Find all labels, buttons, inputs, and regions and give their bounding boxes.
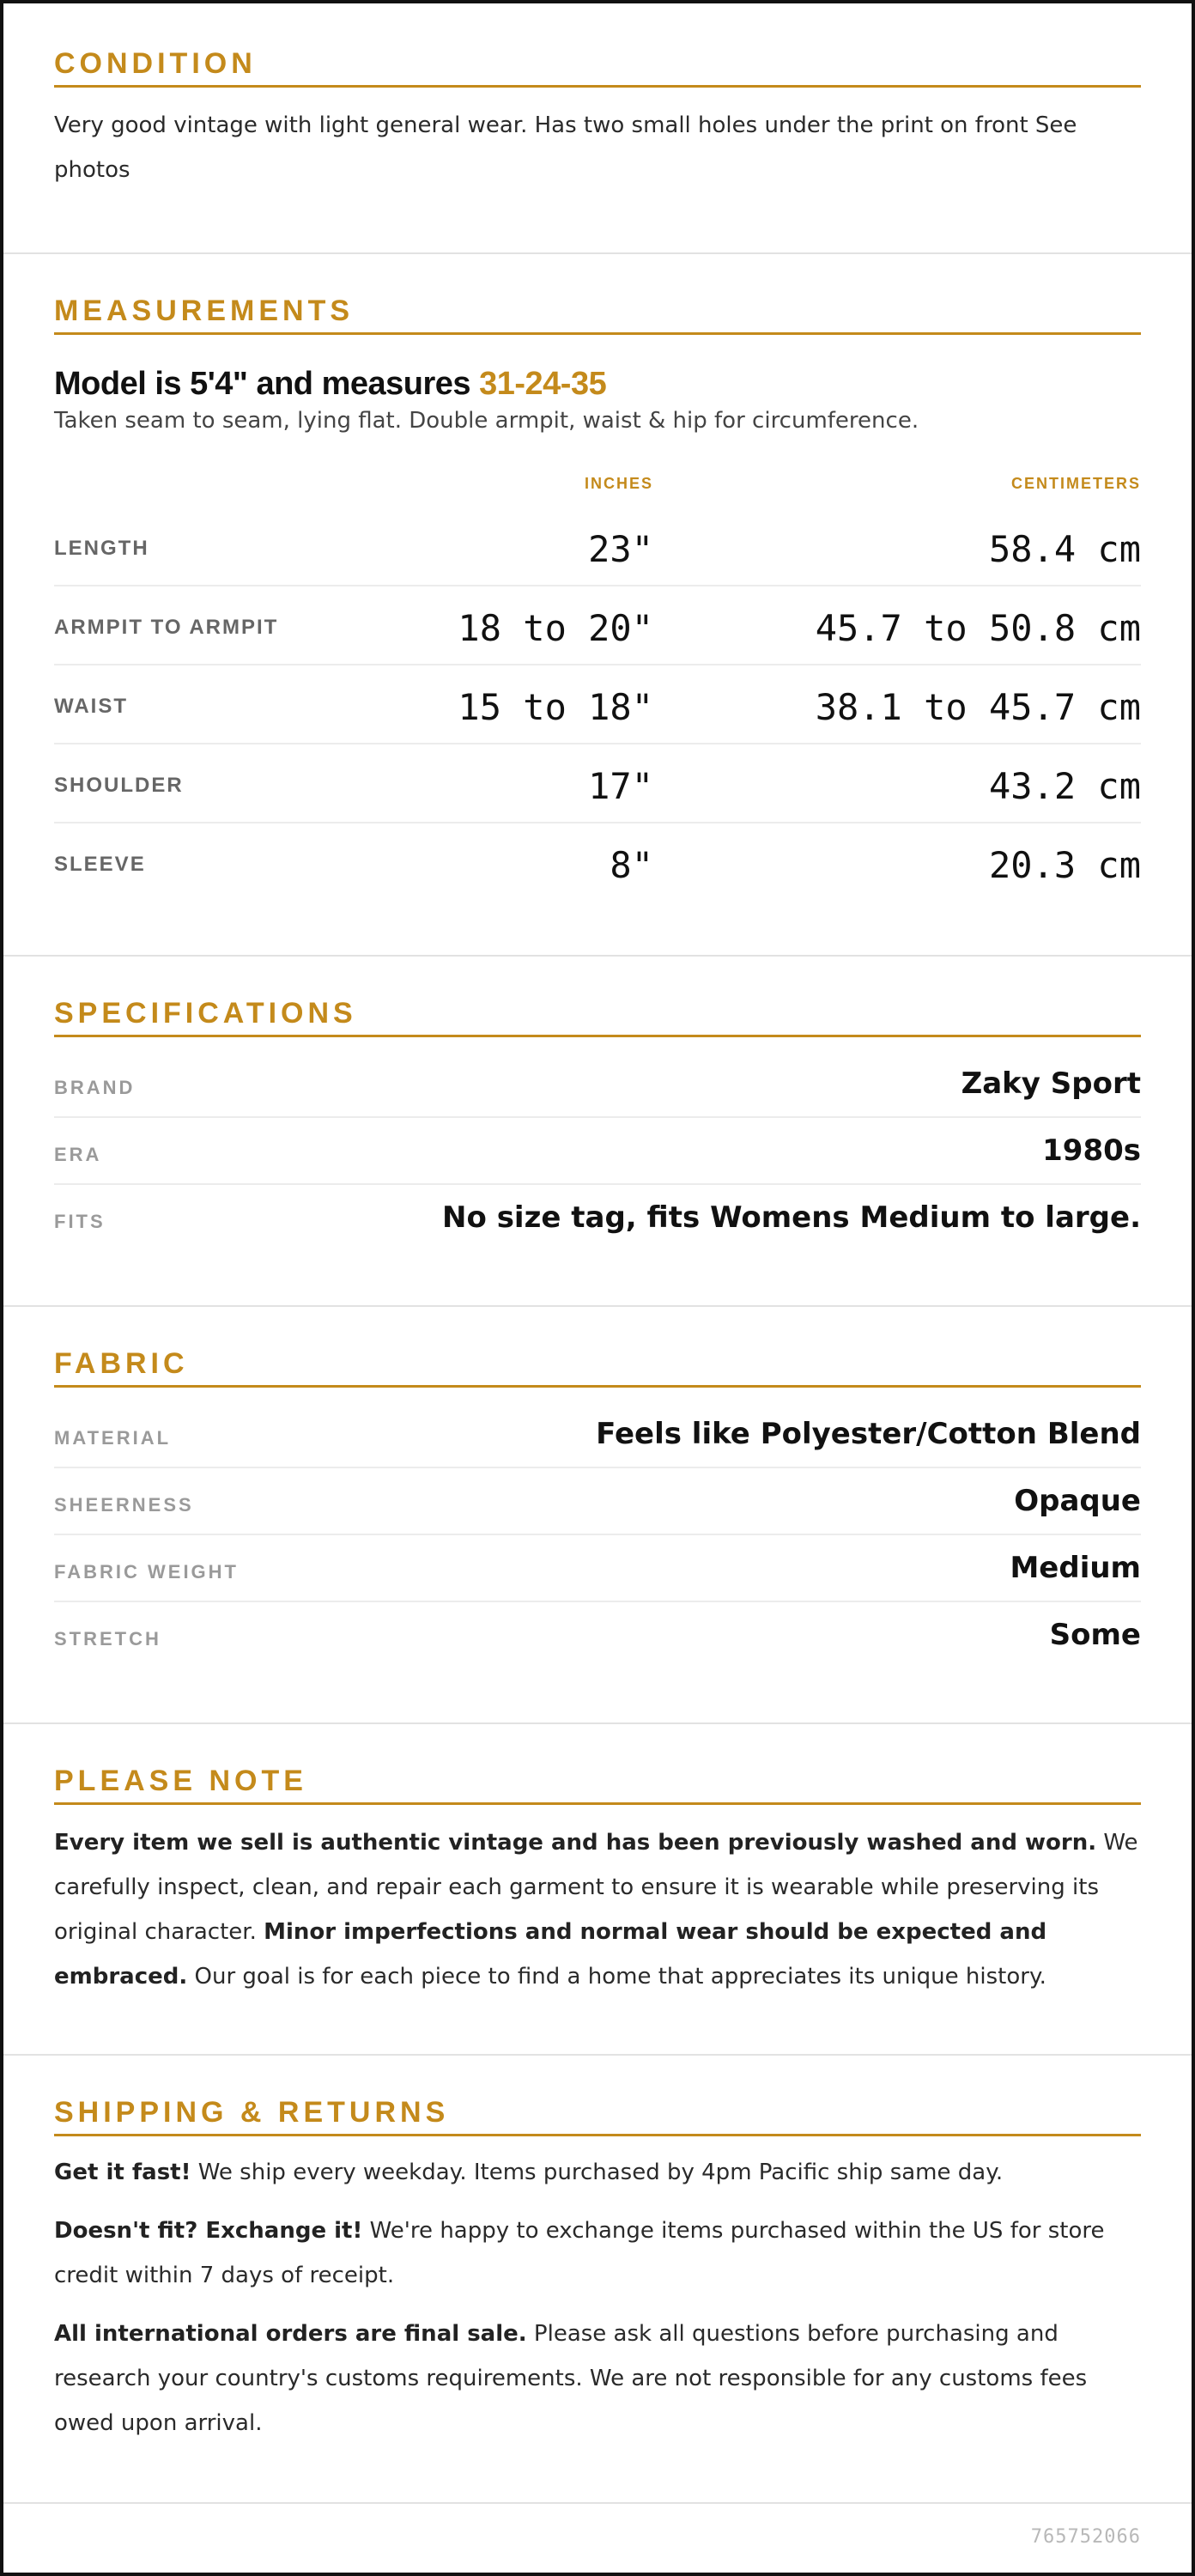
specifications-list: [54, 1051, 1141, 1252]
shipping-paragraph: [54, 2150, 1141, 2195]
measurement-cm: 58.4 cm: [988, 528, 1141, 570]
condition-text: Very good vintage with light general wear. Has two small holes under the print on front See photos: [54, 112, 1077, 183]
condition-section: [3, 3, 1192, 254]
fabric-key: STRETCH: [54, 1628, 161, 1649]
measurement-cm: 38.1 to 45.7 cm: [815, 686, 1141, 728]
measurement-inches: 23": [588, 528, 653, 570]
measurement-cm: 45.7 to 50.8 cm: [815, 607, 1141, 649]
measurements-title: MEASUREMENTS: [54, 294, 1141, 335]
column-inches-header: INCHES: [584, 475, 653, 492]
shipping-text: We ship every weekday. Items purchased by 4pm Pacific ship same day.: [191, 2160, 1004, 2185]
measurement-row: [54, 586, 1141, 665]
note-bold-2: Minor imperfections and normal wear should be expected and embraced.: [54, 1919, 1047, 1990]
measurement-note: Taken seam to seam, lying flat. Double armpit, waist & hip for circumference.: [54, 408, 919, 434]
column-centimeters-header: CENTIMETERS: [1010, 475, 1141, 492]
international-bold: All international orders are final sale.: [54, 2321, 527, 2347]
please-note-text: [54, 1820, 1141, 1999]
fabric-value: Some: [1049, 1618, 1141, 1652]
measurement-cm: 20.3 cm: [988, 844, 1141, 886]
note-bold-1: Every item we sell is authentic vintage and has been previously washed and worn.: [54, 1830, 1097, 1856]
note-text-2: Our goal is for each piece to find a home that appreciates its unique history.: [187, 1964, 1046, 1990]
fabric-key: SHEERNESS: [54, 1494, 194, 1516]
spec-key: ERA: [54, 1144, 102, 1165]
international-text: Please ask all questions before purchasing and research your country's customs requirements. We are not responsible for any customs fees owed upon arrival.: [54, 2321, 1088, 2436]
specifications-section: [3, 957, 1192, 1307]
measurement-inches: 17": [588, 765, 653, 807]
spec-row: [54, 1185, 1141, 1252]
measurements-table-header: [54, 456, 1141, 507]
measurement-inches: 15 to 18": [458, 686, 653, 728]
fabric-title: FABRIC: [54, 1346, 1141, 1388]
measurement-inches: 18 to 20": [458, 607, 653, 649]
spec-value: 1980s: [1042, 1133, 1141, 1168]
measurements-section: [3, 254, 1192, 957]
measurement-row: [54, 665, 1141, 744]
fabric-row: [54, 1401, 1141, 1468]
measurement-inches: 8": [610, 844, 653, 886]
measurement-label: SLEEVE: [54, 853, 146, 876]
fabric-value: Medium: [1010, 1551, 1141, 1585]
fabric-row: [54, 1602, 1141, 1669]
international-paragraph: [54, 2312, 1141, 2445]
please-note-section: [3, 1724, 1192, 2056]
shipping-returns-section: [3, 2056, 1192, 2504]
fabric-key: MATERIAL: [54, 1427, 172, 1449]
shipping-title: SHIPPING & RETURNS: [54, 2095, 1141, 2136]
fabric-value: Feels like Polyester/Cotton Blend: [596, 1417, 1141, 1451]
model-prefix: Model is 5'4" and measures: [54, 366, 480, 402]
measurements-table: [54, 507, 1141, 902]
measurement-row: [54, 507, 1141, 586]
measurement-label: LENGTH: [54, 537, 149, 560]
fabric-row: [54, 1535, 1141, 1602]
note-text-1: We carefully inspect, clean, and repair each garment to ensure it is wearable while preserving its original character.: [54, 1830, 1138, 1945]
measurement-label: SHOULDER: [54, 774, 184, 797]
spec-key: FITS: [54, 1211, 106, 1232]
specifications-title: SPECIFICATIONS: [54, 996, 1141, 1037]
model-measures-line: [54, 366, 1141, 403]
exchange-text: We're happy to exchange items purchased within the US for store credit within 7 days of receipt.: [54, 2218, 1105, 2288]
spec-key: BRAND: [54, 1077, 136, 1098]
measurement-row: [54, 823, 1141, 902]
measurement-label: WAIST: [54, 695, 128, 718]
shipping-bold: Get it fast!: [54, 2160, 191, 2185]
fabric-key: FABRIC WEIGHT: [54, 1561, 239, 1583]
measurement-row: [54, 744, 1141, 823]
model-measures-value: 31-24-35: [479, 366, 607, 402]
exchange-paragraph: [54, 2208, 1141, 2298]
spec-row: [54, 1118, 1141, 1185]
fabric-value: Opaque: [1014, 1484, 1141, 1518]
please-note-title: PLEASE NOTE: [54, 1764, 1141, 1805]
condition-title: CONDITION: [54, 46, 1141, 88]
spec-row: [54, 1051, 1141, 1118]
spec-value: No size tag, fits Womens Medium to large.: [442, 1200, 1141, 1235]
measurement-cm: 43.2 cm: [988, 765, 1141, 807]
exchange-bold: Doesn't fit? Exchange it!: [54, 2218, 363, 2244]
fabric-row: [54, 1468, 1141, 1535]
reference-id: 765752066: [1030, 2526, 1141, 2548]
fabric-list: [54, 1401, 1141, 1669]
spec-value: Zaky Sport: [961, 1066, 1141, 1101]
measurement-label: ARMPIT TO ARMPIT: [54, 616, 279, 639]
fabric-section: [3, 1307, 1192, 1724]
